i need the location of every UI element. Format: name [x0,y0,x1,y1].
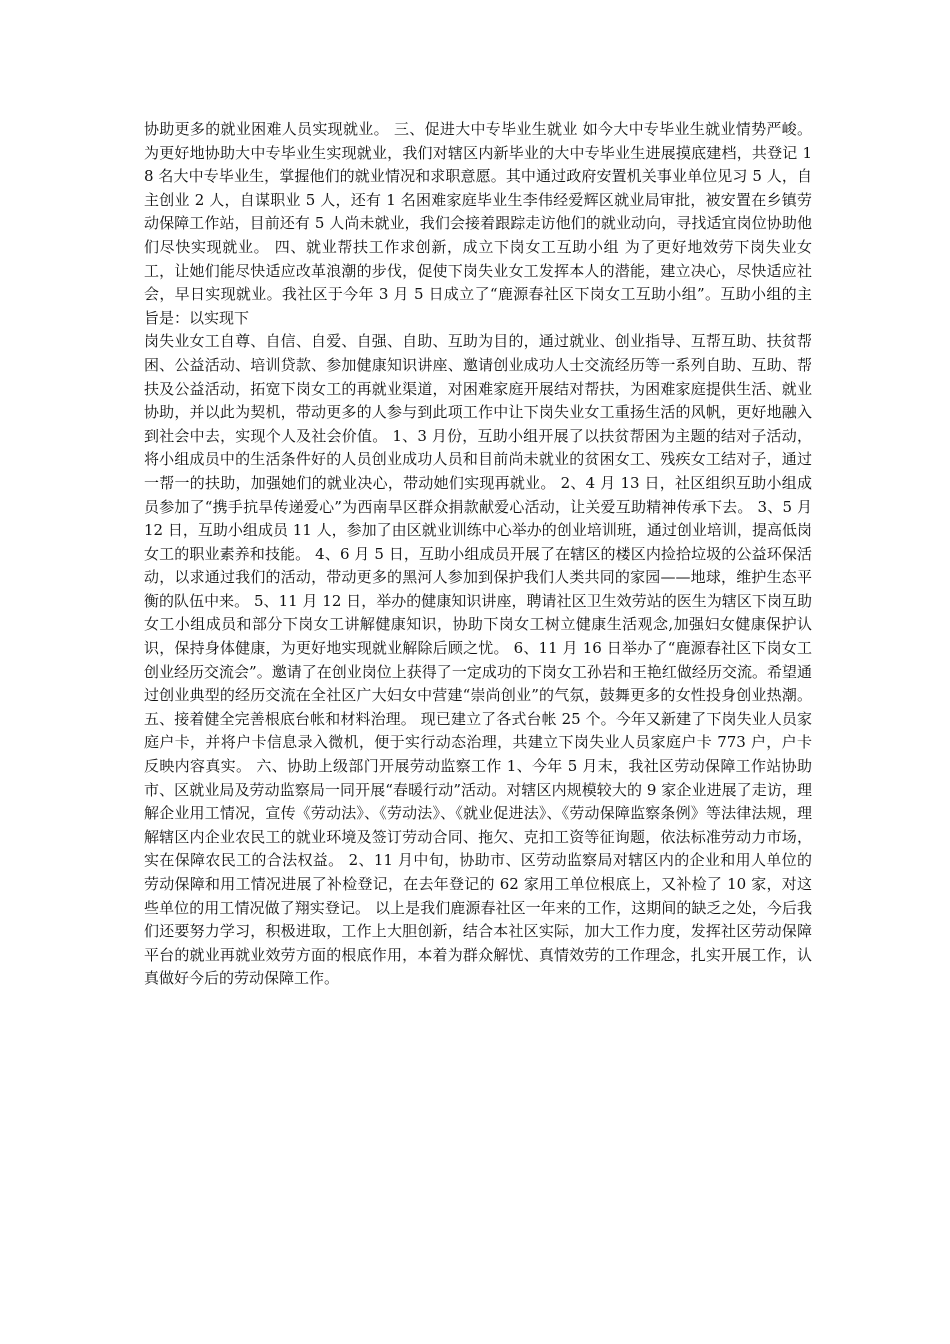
document-page [144,118,812,991]
body-paragraph-1: 协助更多的就业困难人员实现就业。 三、促进大中专毕业生就业 如今大中专毕业生就业情势严峻。为更好地协助大中专毕业生实现就业，我们对辖区内新毕业的大中专毕业生进展摸底建档，共登记 18 名大中专毕业生，掌握他们的就业情况和求职意愿。其中通过政府安置机关事业单位见习 5 人，自主创业 2 人，自谋职业 5 人，还有 1 名困难家庭毕业生李伟经爱辉区就业局审批，被安置在乡镇劳动保障工作站，目前还有 5 人尚未就业，我们会接着跟踪走访他们的就业动向，寻找适宜岗位协助他们尽快实现就业。 四、就业帮扶工作求创新，成立下岗女工互助小组 为了更好地效劳下岗失业女工，让她们能尽快适应改革浪潮的步伐，促使下岗失业女工发挥本人的潜能，建立决心，尽快适应社会，早日实现就业。我社区于今年 3 月 5 日成立了“鹿源春社区下岗女工互助小组”。互助小组的主旨是：以实现下 [144,120,812,327]
body-paragraph-2: 岗失业女工自尊、自信、自爱、自强、自助、互助为目的，通过就业、创业指导、互帮互助、扶贫帮困、公益活动、培训贷款、参加健康知识讲座、邀请创业成功人士交流经历等一系列自助、互助、帮扶及公益活动，拓宽下岗女工的再就业渠道，对困难家庭开展结对帮扶，为困难家庭提供生活、就业协助，并以此为契机，带动更多的人参与到此项工作中让下岗失业女工重扬生活的风帆，更好地融入到社会中去，实现个人及社会价值。 1、3 月份，互助小组开展了以扶贫帮困为主题的结对子活动，将小组成员中的生活条件好的人员创业成功人员和目前尚未就业的贫困女工、残疾女工结对子，通过一帮一的扶助，加强她们的就业决心，带动她们实现再就业。 2、4 月 13 日，社区组织互助小组成员参加了“携手抗旱传递爱心”为西南旱区群众捐款献爱心活动，让关爱互助精神传承下去。 3、5 月 12 日，互助小组成员 11 人，参加了由区就业训练中心举办的创业培训班，通过创业培训，提高低岗女工的职业素养和技能。 4、6 月 5 日，互助小组成员开展了在辖区的楼区内捡拾垃圾的公益环保活动，以求通过我们的活动，带动更多的黑河人参加到保护我们人类共同的家园——地球，维护生态平衡的队伍中来。 5、11 月 12 日，举办的健康知识讲座，聘请社区卫生效劳站的医生为辖区下岗互助女工小组成员和部分下岗女工讲解健康知识，协助下岗女工树立健康生活观念,加强妇女健康保护认识，保持身体健康，为更好地实现就业解除后顾之忧。 6、11 月 16 日举办了“鹿源春社区下岗女工创业经历交流会”。邀请了在创业岗位上获得了一定成功的下岗女工孙岩和王艳红做经历交流。希望通过创业典型的经历交流在全社区广大妇女中营建“崇尚创业”的气氛，鼓舞更多的女性投身创业热潮。 五、接着健全完善根底台帐和材料治理。 现已建立了各式台帐 25 个。今年又新建了下岗失业人员家庭户卡，并将户卡信息录入微机，便于实行动态治理，共建立下岗失业人员家庭户卡 773 户，户卡反映内容真实。 六、协助上级部门开展劳动监察工作 1、今年 5 月末，我社区劳动保障工作站协助市、区就业局及劳动监察局一同开展“春暖行动”活动。对辖区内规模较大的 9 家企业进展了走访，理解企业用工情况，宣传《劳动法》、《劳动法》、《就业促进法》、《劳动保障监察条例》等法律法规，理解辖区内企业农民工的就业环境及签订劳动合同、拖欠、克扣工资等征询题，依法标准劳动力市场，实在保障农民工的合法权益。 2、11 月中旬，协助市、区劳动监察局对辖区内的企业和用人单位的劳动保障和用工情况进展了补检登记，在去年登记的 62 家用工单位根底上，又补检了 10 家，对这些单位的用工情况做了翔实登记。 以上是我们鹿源春社区一年来的工作，这期间的缺乏之处，今后我们还要努力学习，积极进取，工作上大胆创新，结合本社区实际，加大工作力度，发挥社区劳动保障平台的就业再就业效劳方面的根底作用，本着为群众解忧、真情效劳的工作理念，扎实开展工作，认真做好今后的劳动保障工作。 [144,332,812,988]
